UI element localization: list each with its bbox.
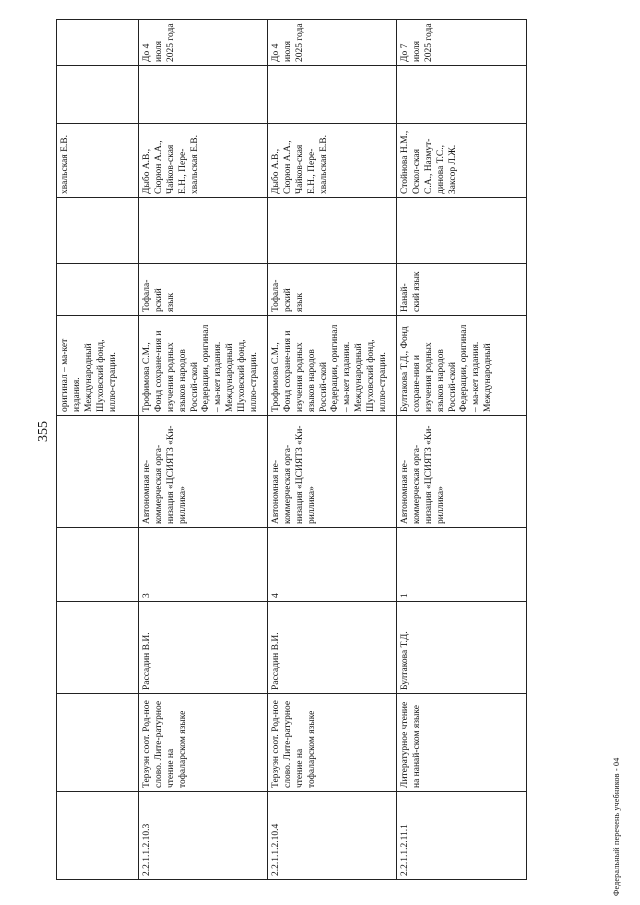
cell-empty: [57, 694, 139, 792]
textbook-table: [56, 19, 527, 880]
page-footer: Федеральный перечень учебников - 04: [612, 757, 621, 896]
cell-empty: [268, 198, 397, 264]
cell-deadline: До 4 июля 2025 года: [268, 20, 397, 66]
cell-empty: [57, 66, 139, 124]
page-number: 355: [36, 421, 51, 442]
cell-empty: [57, 528, 139, 602]
cell-title: Литературное чтение на нанай-ском языке: [397, 694, 527, 792]
cell-grade: 4: [268, 528, 397, 602]
cell-code: 2.2.1.1.2.10.3: [139, 792, 268, 880]
cell-empty: [57, 198, 139, 264]
table-row: [397, 20, 527, 880]
table-row: [139, 20, 268, 880]
table-row: [268, 20, 397, 880]
cell-grade: 1: [397, 528, 527, 602]
cell-language: Нанай-ский язык: [397, 264, 527, 316]
cell-title: Терзуэн соот. Род-ное слово. Лите-ратурное чтение на тофаларском языке: [139, 694, 268, 792]
cell-author: Рассадин В.И.: [268, 602, 397, 694]
cell-empty: [57, 416, 139, 528]
cell-deadline: До 4 июля 2025 года: [139, 20, 268, 66]
cell-experts: Дыбо А.В., Сюрюн А.А., Чайков-ская Е.Н., Пере-хвальская Е.В.: [139, 124, 268, 198]
cell-empty: [139, 198, 268, 264]
cell-publisher: Автономная не-коммерческая орга-низация «ЦСИЯТЗ «Ки-риллика»: [139, 416, 268, 528]
cell-empty: [57, 20, 139, 66]
cell-deadline: До 7 июля 2025 года: [397, 20, 527, 66]
cell-author: Рассадин В.И.: [139, 602, 268, 694]
cell-publisher: Автономная не-коммерческая орга-низация «ЦСИЯТЗ «Ки-риллика»: [397, 416, 527, 528]
cell-grade: 3: [139, 528, 268, 602]
cell-empty: [139, 66, 268, 124]
cell-experts: Дыбо А.В., Сюрюн А.А., Чайков-ская Е.Н., Пере-хвальская Е.В.: [268, 124, 397, 198]
cell-copyright: Трофимова С.М., Фонд сохране-ния и изучения родных языков народов Россий-ской Федерации, оригинал – ма-кет издания. Международный Шуховский фонд, иллю-страции.: [139, 316, 268, 416]
cell-empty: [397, 66, 527, 124]
cell-code: 2.2.1.1.2.10.4: [268, 792, 397, 880]
cell-language: Тофала-рский язык: [268, 264, 397, 316]
table-row-continuation: [57, 20, 139, 880]
cell-empty: [57, 264, 139, 316]
cell-empty: [268, 66, 397, 124]
cell-copyright: оригинал – ма-кет издания. Международный Шуховский фонд, иллю-страции.: [57, 316, 139, 416]
cell-code: 2.2.1.1.2.11.1: [397, 792, 527, 880]
cell-publisher: Автономная не-коммерческая орга-низация «ЦСИЯТЗ «Ки-риллика»: [268, 416, 397, 528]
cell-empty: [57, 792, 139, 880]
cell-experts: хвальская Е.В.: [57, 124, 139, 198]
cell-language: Тофала-рский язык: [139, 264, 268, 316]
cell-title: Терзуэн соот. Род-ное слово. Лите-ратурное чтение на тофаларском языке: [268, 694, 397, 792]
cell-copyright: Бултакова Т.Д., Фонд сохране-ния и изучения родных языков народов Россий-ской Федерации, оригинал – ма-кет издания. Международный: [397, 316, 527, 416]
textbook-table-rotated: [56, 20, 526, 880]
cell-experts: Стойнова Н.М., Оскол-ская С.А., Назмут-динова Т.С., Заксор Л.Ж.: [397, 124, 527, 198]
cell-author: Бултакова Т.Д.: [397, 602, 527, 694]
cell-empty: [397, 198, 527, 264]
cell-copyright: Трофимова С.М., Фонд сохране-ния и изучения родных языков народов Россий-ской Федерации, оригинал – ма-кет издания. Международный Шуховский фонд, иллю-страции.: [268, 316, 397, 416]
cell-empty: [57, 602, 139, 694]
